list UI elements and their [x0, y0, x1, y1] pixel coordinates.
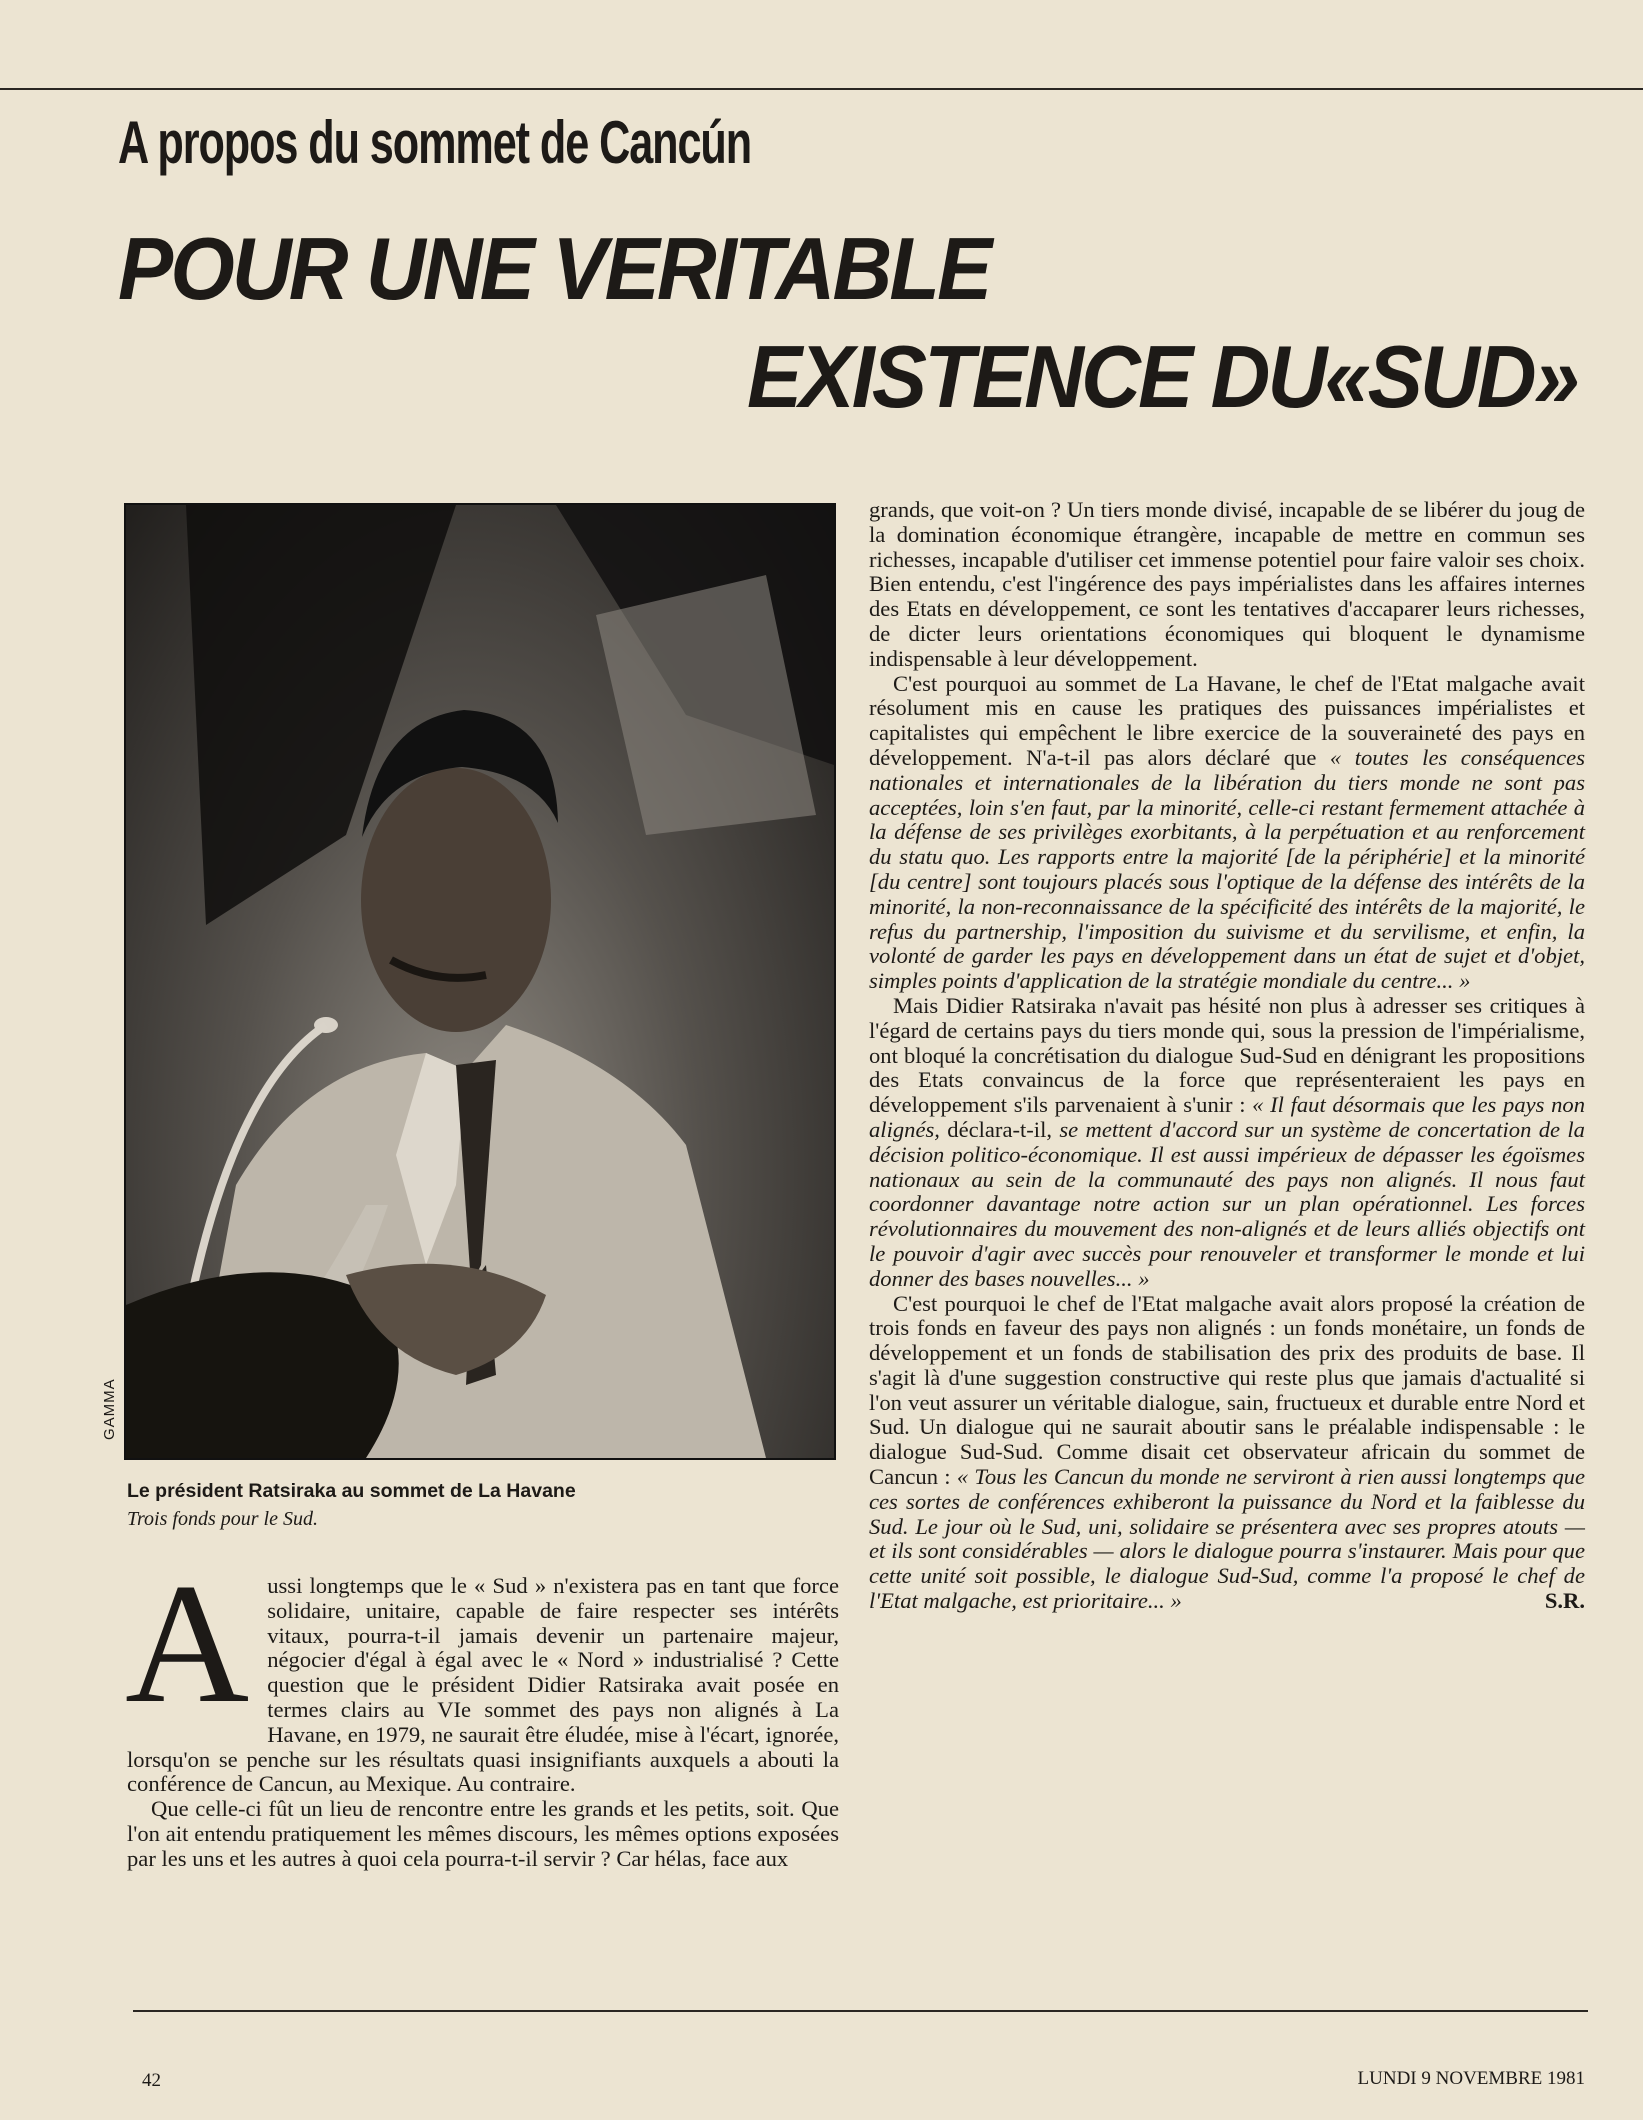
quotation: se mettent d'accord sur un système de concertation de la décision politico-économique. Il est aussi impérieux de dépasser les égoïsmes nationaux au sein de la communauté des pays non alignés. Il nous faut coordonner davantage notre action sur un plan opérationnel. Les forces révolutionnaires du mouvement des non-alignés et de leurs alliés objectifs ont le pouvoir d'agir avec succès pour renouveler et transformer le monde et lui donner des bases nouvelles... » [869, 1116, 1585, 1291]
article-photo [124, 503, 836, 1460]
quotation: « Tous les Cancun du monde ne serviront à rien aussi longtemps que ces sortes de conférences exhiberont la puissance du Nord et la faiblesse du Sud. Le jour où le Sud, uni, solidaire se présentera avec ses propres atouts — et ils sont considérables — alors le dialogue pourra s'instaurer. Mais pour que cette unité soit possible, le dialogue Sud-Sud, comme l'a proposé le chef de l'Etat malgache, est prioritaire... » [869, 1464, 1585, 1614]
photo-caption-title: Le président Ratsiraka au sommet de La Havane [127, 1480, 576, 1502]
paragraph-text: C'est pourquoi au sommet de La Havane, le chef de l'Etat malgache avait résolument mis en cause les pratiques des puissances impérialistes et capitalistes qui empêchent le libre exercice de la souveraineté des pays en développement. N'a-t-il pas alors déclaré que [869, 670, 1585, 770]
paragraph-text: ussi longtemps que le « Sud » n'existera pas en tant que force solidaire, unitaire, capable de faire respecter ses intérêts vitaux, pourra-t-il jamais devenir un partenaire majeur, négocier d'égal à égal avec le « Nord » industrialisé ? Cette question que le président Didier Ratsiraka avait posée en termes clairs au VIe sommet des pays non alignés à La Havane, en 1979, ne saurait être éludée, mise à l'écart, ignorée, lorsqu'on se penche sur les résultats quasi insignifiants auxquels a abouti la conférence de Cancun, au Mexique. Au contraire. [127, 1573, 839, 1797]
headline-line-2: EXISTENCE DU«SUD» [746, 327, 1577, 426]
paragraph-text: déclara-t-il, [939, 1116, 1060, 1142]
paragraph-text: C'est pourquoi le chef de l'Etat malgache avait alors proposé la création de trois fonds en faveur des pays non alignés : un fonds monétaire, un fonds de développement et un fonds de stabilisation des prix des produits de base. Il s'agit là d'une suggestion constructive qui reste plus que jamais d'actualité si l'on veut assurer un véritable dialogue, sain, fructueux et durable entre Nord et Sud. Un dialogue qui ne saurait aboutir sans le préalable indispensable : le dialogue Sud-Sud. Comme disait cet observateur africain du sommet de Cancun : [869, 1290, 1585, 1490]
photo-credit: GAMMA [101, 1378, 118, 1440]
paragraph [869, 994, 1585, 1292]
article-column-right [869, 498, 1585, 1614]
photo-illustration [126, 505, 834, 1458]
drop-cap: A [125, 1549, 250, 1739]
photo-caption-subtitle: Trois fonds pour le Sud. [127, 1508, 318, 1530]
bottom-rule [133, 2010, 1588, 2012]
headline-line-1: POUR UNE VERITABLE [118, 219, 990, 318]
paragraph [125, 1549, 839, 1797]
quotation: « toutes les conséquences nationales et internationales de la libération du tiers monde ne sont pas acceptées, loin s'en faut, par la minorité, celle-ci restant fermement attachée à la défense de ses privilèges exorbitants, à la perpétuation et au renforcement du statu quo. Les rapports entre la majorité [de la périphérie] et la minorité [du centre] sont toujours placés sous l'optique de la défense des intérêts de la minorité, la non-reconnaissance de la spécificité des intérêts de la majorité, le refus du partnership, l'imposition du suivisme et du servilisme, et enfin, la volonté de garder les pays en développement dans un état de sujet et d'objet, simples points d'application de la stratégie mondiale du centre... » [869, 744, 1585, 994]
page-number: 42 [142, 2070, 161, 2091]
article-column-left [125, 1549, 839, 1872]
issue-date: LUNDI 9 NOVEMBRE 1981 [1357, 2068, 1585, 2089]
paragraph: grands, que voit-on ? Un tiers monde divisé, incapable de se libérer du joug de la domination économique étrangère, incapable de mettre en commun ses richesses, incapable d'utiliser cet immense potentiel pour faire valoir ses choix. Bien entendu, c'est l'ingérence des pays impérialistes dans les affaires internes des Etats en développement, ce sont les tentatives d'accaparer leurs richesses, de dicter leurs orientations économiques qui bloquent le dynamisme indispensable à leur développement. [869, 497, 1585, 671]
top-rule [0, 88, 1643, 90]
paragraph [869, 1292, 1585, 1614]
paragraph [869, 672, 1585, 994]
author-signature: S.R. [1544, 1588, 1585, 1614]
article-kicker: A propos du sommet de Cancún [118, 109, 752, 176]
quotation: « Il faut désormais que les pays non alignés, [869, 1092, 1585, 1142]
paragraph: Que celle-ci fût un lieu de rencontre entre les grands et les petits, soit. Que l'on ait entendu pratiquement les mêmes discours, les mêmes options exposées par les uns et les autres à quoi cela pourra-t-il servir ? Car hélas, face aux [127, 1796, 839, 1871]
paragraph-text: Mais Didier Ratsiraka n'avait pas hésité non plus à adresser ses critiques à l'égard de certains pays du tiers monde qui, sous la pression de l'impérialisme, ont bloqué la concrétisation du dialogue Sud-Sud en dénigrant les propositions des Etats convaincus de la force que représenteraient les pays en développement s'ils parvenaient à s'unir : [869, 992, 1585, 1118]
